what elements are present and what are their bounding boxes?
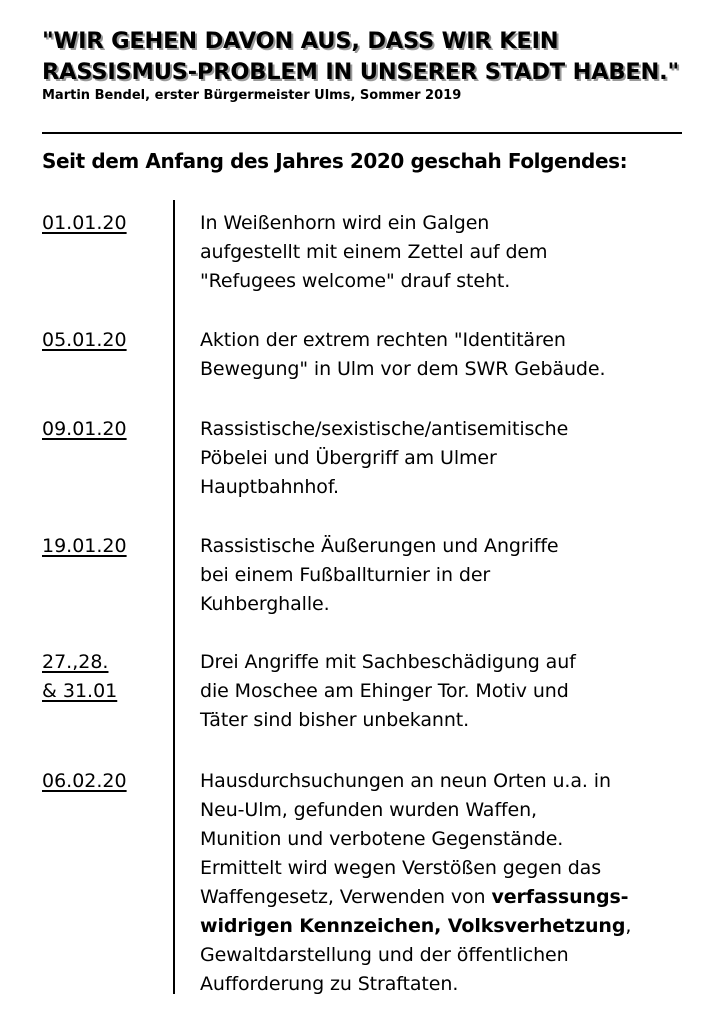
- entry-text: Rassistische/sexistische/antisemitische Pöbelei und Übergriff am Ulmer Hauptbahnhof.: [200, 418, 569, 498]
- entry-text: Aktion der extrem rechten "Identitären Bewegung" in Ulm vor dem SWR Gebäude.: [200, 329, 606, 380]
- entry-date: 05.01.20: [42, 329, 127, 351]
- entry-text: In Weißenhorn wird ein Galgen aufgestellt mit einem Zettel auf dem "Refugees welcome" drauf steht.: [200, 212, 548, 292]
- entry-date: 27.,28. & 31.01: [42, 651, 118, 702]
- entry-text: Rassistische Äußerungen und Angriffe bei einem Fußballturnier in der Kuhberghalle.: [200, 535, 559, 615]
- entry-date: 06.02.20: [42, 770, 127, 792]
- quote-headline: "WIR GEHEN DAVON AUS, DASS WIR KEIN RASSISMUS-PROBLEM IN UNSERER STADT HABEN.": [42, 28, 680, 85]
- section-heading: Seit dem Anfang des Jahres 2020 geschah Folgendes:: [42, 149, 628, 173]
- quote-attribution: Martin Bendel, erster Bürgermeister Ulms, Sommer 2019: [42, 88, 462, 103]
- timeline-line: [173, 200, 175, 994]
- entry-text: Hausdurchsuchungen an neun Orten u.a. in Neu-Ulm, gefunden wurden Waffen, Munition und verbotene Gegenstände. Ermittelt wird wegen Verstößen gegen das Waffengesetz, Verwenden von verfassungs- widrigen Kennzeichen, Volksverhetzung, Gewaltdarstellung und der öffentlichen Aufforderung zu Straftaten.: [200, 770, 632, 995]
- entry-text: Drei Angriffe mit Sachbeschädigung auf die Moschee am Ehinger Tor. Motiv und Täter sind bisher unbekannt.: [200, 651, 576, 731]
- entry-date: 19.01.20: [42, 535, 127, 557]
- entry-date: 09.01.20: [42, 418, 127, 440]
- entry-date: 01.01.20: [42, 212, 127, 234]
- divider: [42, 132, 682, 134]
